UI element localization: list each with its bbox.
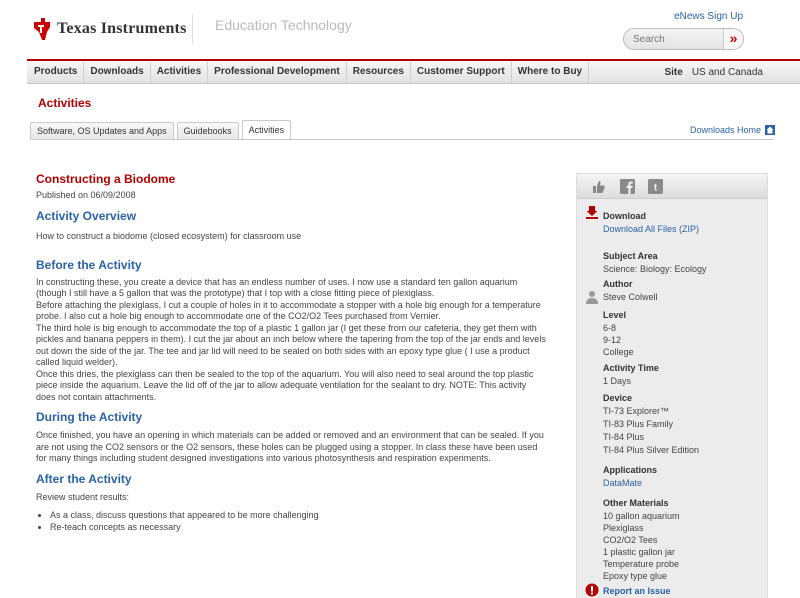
before-paragraph: The third hole is big enough to accommodate the top of a plastic 1 gallon jar (I get these from our cafeteria, they get them with pickles and banana peppers in them). I cut the jar about an inch below where the tapering from the top of the jar ends and levels out down the side of the jar. The tee and jar lid will need to be sealed on both sides with an epoxy type glue ( I use a product called liquid welder). bbox=[36, 322, 546, 367]
material-item: 10 gallon aquarium bbox=[603, 511, 680, 521]
ti-logo[interactable] bbox=[32, 18, 187, 40]
author-icon bbox=[585, 290, 599, 304]
report-issue-link[interactable]: Report an Issue bbox=[603, 586, 671, 596]
during-heading: During the Activity bbox=[36, 410, 143, 424]
site-value[interactable]: US and Canada bbox=[691, 66, 763, 78]
download-all-files-link[interactable]: Download All Files (ZIP) bbox=[603, 224, 700, 234]
download-icon bbox=[585, 205, 599, 219]
ti-logo-icon bbox=[32, 18, 52, 40]
before-text bbox=[36, 277, 546, 404]
site-selector[interactable] bbox=[664, 61, 800, 83]
after-bullets bbox=[36, 510, 546, 533]
material-item: Plexiglass bbox=[603, 523, 644, 533]
like-icon[interactable] bbox=[591, 179, 606, 194]
tab-software-updates[interactable]: Software, OS Updates and Apps bbox=[30, 122, 174, 140]
device-value: TI-73 Explorer™ bbox=[603, 406, 670, 416]
brand-name: Texas Instruments bbox=[57, 20, 187, 37]
main-nav bbox=[27, 59, 800, 84]
search-box bbox=[623, 28, 744, 50]
author-label: Author bbox=[603, 279, 633, 289]
activity-time-label: Activity Time bbox=[603, 363, 659, 373]
material-item: Temperature probe bbox=[603, 559, 680, 569]
nav-item-resources[interactable]: Resources bbox=[347, 61, 411, 83]
nav-item-downloads[interactable]: Downloads bbox=[84, 61, 150, 83]
enews-signup-link[interactable]: eNews Sign Up bbox=[674, 11, 743, 22]
svg-text:t: t bbox=[653, 182, 658, 194]
level-value: College bbox=[603, 347, 634, 357]
tab-bar bbox=[30, 120, 294, 140]
share-bar bbox=[577, 174, 767, 199]
nav-item-customer-support[interactable]: Customer Support bbox=[411, 61, 512, 83]
facebook-icon[interactable] bbox=[620, 179, 635, 194]
download-label: Download bbox=[603, 211, 646, 221]
material-item: Epoxy type glue bbox=[603, 571, 668, 581]
section-title: Activities bbox=[38, 96, 92, 110]
datamate-link[interactable]: DataMate bbox=[603, 478, 643, 488]
overview-heading: Activity Overview bbox=[36, 209, 137, 223]
before-paragraph: In constructing these, you create a device that has an endless number of uses. I now use a standard ten gallon aquarium (though I still have a 5 gallon that was the prototype) that I top with a close fitting piece of plexiglass. bbox=[36, 276, 518, 298]
material-item: 1 plastic gallon jar bbox=[603, 547, 676, 557]
level-value: 9-12 bbox=[603, 335, 622, 345]
level-value: 6-8 bbox=[603, 323, 617, 333]
activity-sidebar bbox=[576, 173, 768, 598]
activity-time-value: 1 Days bbox=[603, 376, 632, 386]
report-issue-icon bbox=[585, 583, 599, 597]
twitter-icon[interactable] bbox=[648, 179, 663, 194]
tab-activities[interactable]: Activities bbox=[242, 120, 292, 140]
before-paragraph: Before attaching the plexiglass, I cut a couple of holes in it to accommodate a stopper with a hole big enough for a temperature probe. I also cut a hole big enough to accommodate one of the CO2/O2 Tees purchased from Vernier. bbox=[36, 299, 541, 321]
subject-area-value: Science: Biology: Ecology bbox=[603, 264, 707, 274]
device-value: TI-84 Plus Silver Edition bbox=[603, 445, 700, 455]
tab-guidebooks[interactable]: Guidebooks bbox=[177, 122, 239, 140]
after-heading: After the Activity bbox=[36, 471, 132, 486]
during-text: Once finished, you have an opening in which materials can be added or removed and an environment that can be sealed. If you are not using the CO2 sensors or the O2 sensors, these holes can be plugged using a stopper. In class these have been used for many things including student designed investigations into various photosynthesis and respiration experiments. bbox=[36, 430, 544, 463]
author-value[interactable]: Steve Colwell bbox=[603, 292, 658, 302]
nav-item-professional-development[interactable]: Professional Development bbox=[208, 61, 347, 83]
device-label: Device bbox=[603, 393, 633, 403]
header-divider bbox=[192, 14, 193, 44]
tagline: Education Technology bbox=[215, 17, 352, 33]
device-value: TI-84 Plus bbox=[603, 432, 645, 442]
home-icon bbox=[765, 125, 775, 135]
site-header bbox=[0, 0, 800, 60]
tab-underline bbox=[30, 139, 774, 140]
activity-title: Constructing a Biodome bbox=[36, 172, 176, 186]
material-item: CO2/O2 Tees bbox=[603, 535, 658, 545]
search-input[interactable] bbox=[625, 30, 725, 48]
site-label: Site bbox=[664, 66, 683, 78]
other-materials-label: Other Materials bbox=[603, 498, 669, 508]
device-value: TI-83 Plus Family bbox=[603, 419, 674, 429]
level-label: Level bbox=[603, 310, 627, 320]
published-date: Published on 06/09/2008 bbox=[36, 190, 136, 200]
downloads-home-link[interactable] bbox=[690, 125, 775, 135]
nav-item-activities[interactable]: Activities bbox=[151, 61, 208, 83]
search-submit-button[interactable]: » bbox=[723, 29, 743, 49]
subject-area-label: Subject Area bbox=[603, 251, 658, 261]
activity-content bbox=[36, 170, 546, 533]
before-paragraph: Once this dries, the plexiglass can then be sealed to the top of the aquarium. You will also need to seal around the top plastic piece inside the aquarium. Leave the lid off of the jar to allow adequate ventilation for the sealant to dry. NOTE: This activity does not contain attachments. bbox=[36, 368, 534, 402]
overview-text: How to construct a biodome (closed ecosystem) for classroom use bbox=[36, 231, 302, 241]
before-heading: Before the Activity bbox=[36, 257, 142, 272]
applications-label: Applications bbox=[603, 465, 658, 475]
nav-item-products[interactable]: Products bbox=[27, 61, 84, 83]
list-item: • Re-teach concepts as necessary bbox=[50, 522, 546, 534]
after-intro: Review student results: bbox=[36, 491, 130, 502]
nav-item-where-to-buy[interactable]: Where to Buy bbox=[512, 61, 589, 83]
downloads-home-label: Downloads Home bbox=[690, 125, 762, 135]
list-item: • As a class, discuss questions that appeared to be more challenging bbox=[50, 510, 546, 522]
